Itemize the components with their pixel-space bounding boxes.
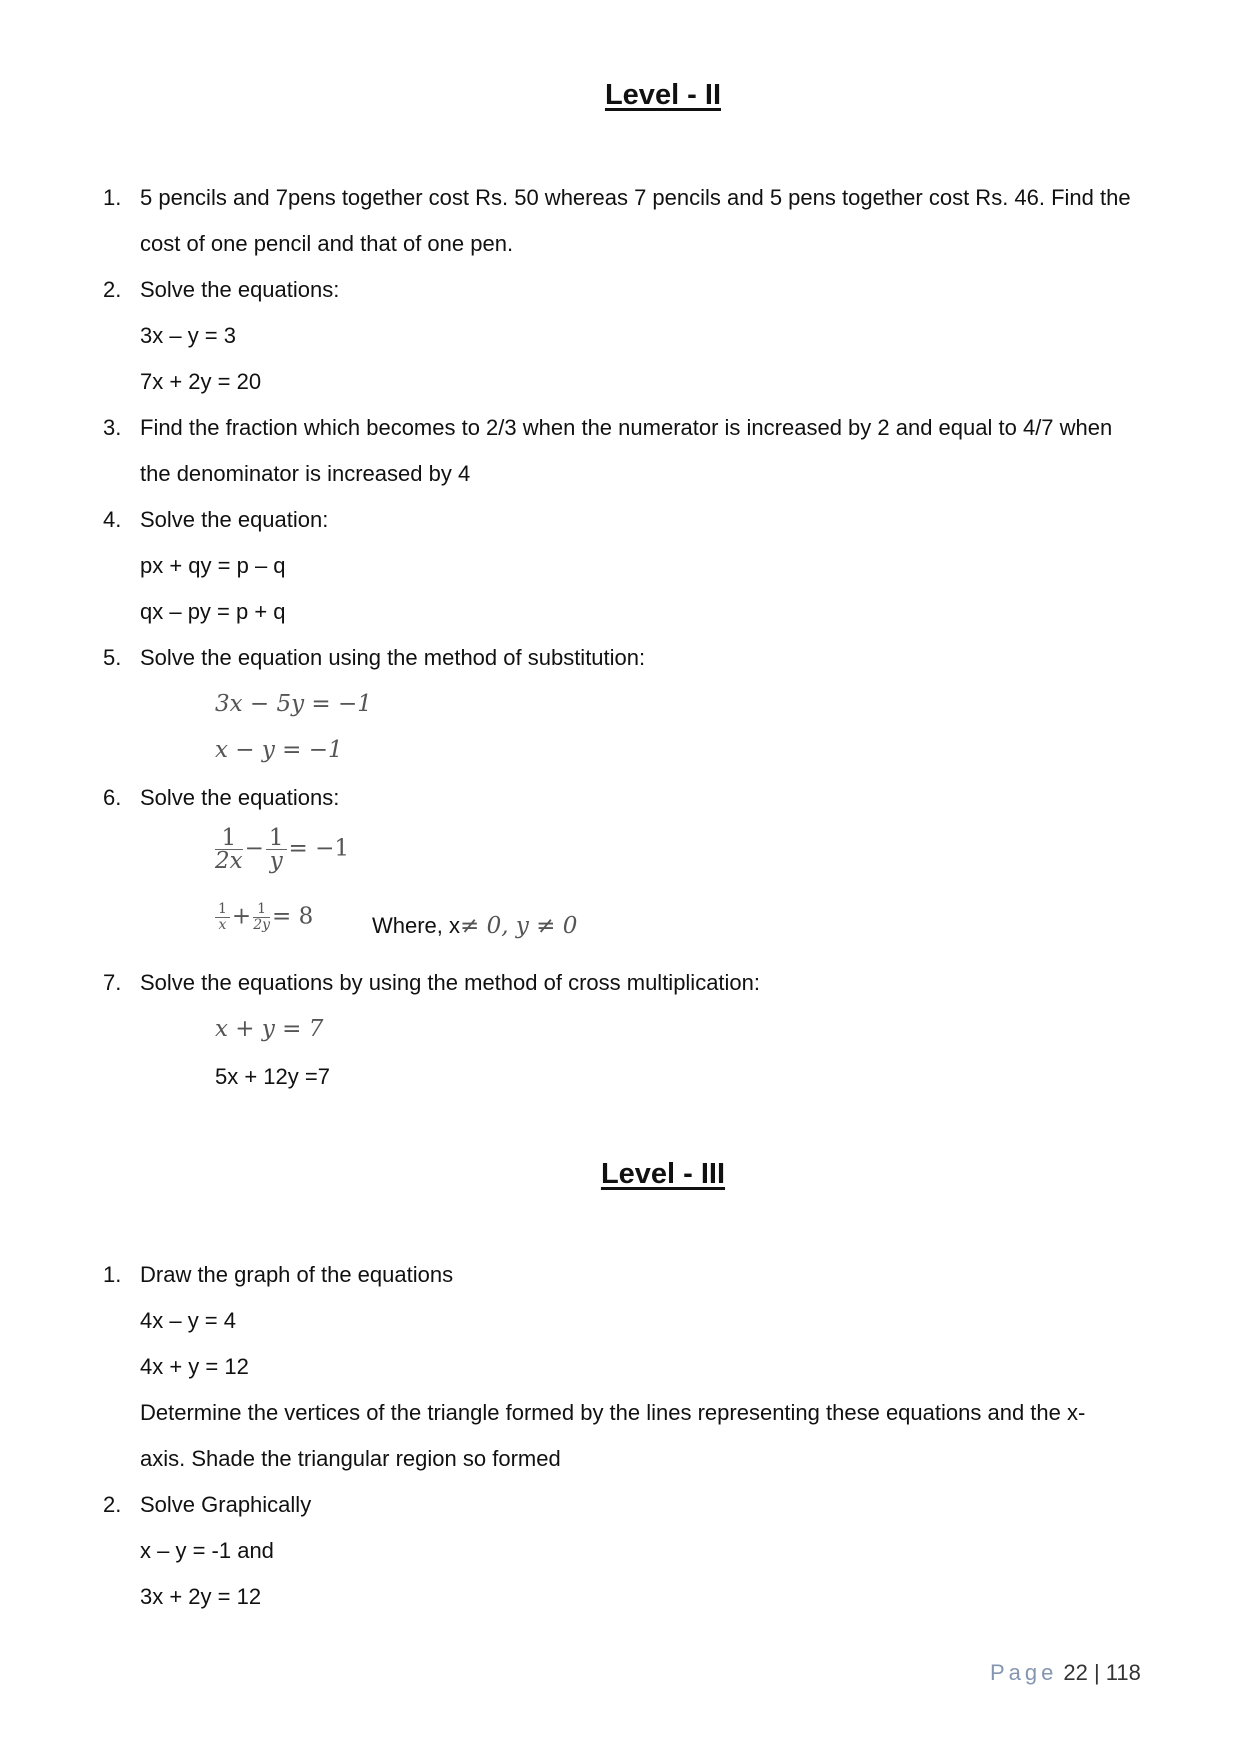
equation: 3x – y = 3 [140,323,237,348]
question-number: 5. [103,645,122,670]
fraction: $\frac{1}{x}$ [215,902,230,933]
question-text: Determine the vertices of the triangle formed by the lines representing these equations and the x- [140,1400,1086,1425]
equation: 5x + 12y =7 [215,1064,330,1089]
math-equation: x + y = 7 [215,1016,324,1042]
question-number: 3. [103,415,122,440]
question-number: 1. [103,185,122,210]
page-numbers: 22 | 118 [1063,1660,1141,1685]
math-equation: x − y = −1 [215,737,343,763]
equation: 7x + 2y = 20 [140,369,262,394]
question-number: 4. [103,507,122,532]
page-label: Page [990,1660,1058,1685]
question-text: Solve the equations by using the method of cross multiplication: [140,970,761,995]
equation: 3x + 2y = 12 [140,1584,262,1609]
question-text: Draw the graph of the equations [140,1262,454,1287]
question-text: axis. Shade the triangular region so formed [140,1446,561,1471]
question-text: 5 pencils and 7pens together cost Rs. 50 whereas 7 pencils and 5 pens together cost Rs. 46. Find the [140,185,1131,210]
question-text: Solve the equation: [140,507,329,532]
equation: x – y = -1 and [140,1538,274,1563]
question-text: the denominator is increased by 4 [140,461,471,486]
math-equation: 3x − 5y = −1 [215,691,372,717]
question-text: Solve the equations: [140,785,340,810]
question-number: 2. [103,277,122,302]
equation: 4x + y = 12 [140,1354,249,1379]
fraction: $\frac{1}{2y}$ [253,901,271,933]
question-number: 1. [103,1262,122,1287]
question-number: 6. [103,785,122,810]
page-footer [990,1660,1141,1686]
condition-text: Where, x≠ 0, y ≠ 0 [372,913,578,939]
equation: 4x – y = 4 [140,1308,237,1333]
question-text: Solve Graphically [140,1492,312,1517]
question-number: 7. [103,970,122,995]
question-text: Solve the equations: [140,277,340,302]
question-text: cost of one pencil and that of one pen. [140,231,514,256]
equation: px + qy = p – q [140,553,286,578]
fraction: $\frac{1}{y}$ [266,827,287,872]
question-text: Solve the equation using the method of substitution: [140,645,646,670]
section-title-level-3: Level - III [600,1158,726,1190]
section-title-level-2: Level - II [604,79,722,111]
fraction: $\frac{1}{2x}$ [215,825,243,874]
fraction-equation-1: $\frac{1}{2x}$ − $\frac{1}{y}$ = −1 [215,825,350,874]
equation: qx – py = p + q [140,599,286,624]
fraction-equation-2: $\frac{1}{x}$ + $\frac{1}{2y}$ = 8 [213,902,313,933]
question-number: 2. [103,1492,122,1517]
question-text: Find the fraction which becomes to 2/3 when the numerator is increased by 2 and equal to 4/7 when [140,415,1113,440]
